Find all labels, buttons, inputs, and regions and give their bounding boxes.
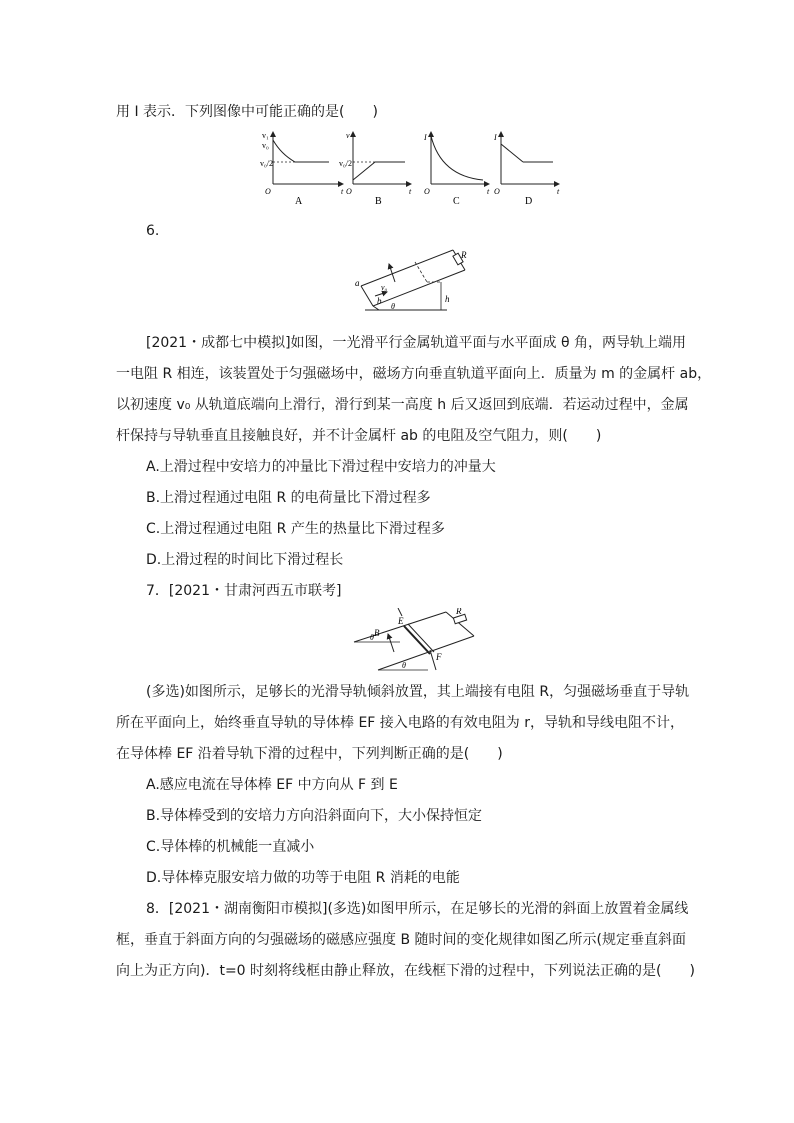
graph-d-origin: O xyxy=(494,187,500,196)
graph-d-xlabel: t xyxy=(557,187,560,196)
fig6-h-label: h xyxy=(445,294,450,304)
fig7-b-label: B xyxy=(374,628,380,638)
fig6-a-label: a xyxy=(355,278,360,288)
graph-c-ylabel: I xyxy=(424,133,427,142)
question-6-option-b: B.上滑过程通过电阻 R 的电荷量比下滑过程多 xyxy=(146,490,431,506)
graph-c-label: C xyxy=(453,196,460,207)
fig7-theta2-label: θ xyxy=(402,661,406,670)
question-6-stem-3: 以初速度 v₀ 从轨道底端向上滑行，滑行到某一高度 h 后又返回到底端．若运动过程中，金属 xyxy=(116,397,689,413)
fig7-f-label: F xyxy=(436,652,442,662)
graph-c-xlabel: t xyxy=(487,187,490,196)
question-6-stem-2: 一电阻 R 相连，该装置处于匀强磁场中，磁场方向垂直轨道平面向上．质量为 m 的金属杆 ab， xyxy=(116,366,712,382)
graph-b-ylabel: v xyxy=(346,131,350,140)
question-5-tail: 用 I 表示．下列图像中可能正确的是( ) xyxy=(116,104,378,120)
graph-a xyxy=(260,131,344,207)
question-6-option-c: C.上滑过程通过电阻 R 产生的热量比下滑过程多 xyxy=(146,521,445,537)
question-7-option-a: A.感应电流在导体棒 EF 中方向从 F 到 E xyxy=(146,777,398,793)
graph-b-y1: v₀/2 xyxy=(339,159,353,168)
question-7-stem-2: 所在平面向上，始终垂直导轨的导体棒 EF 接入电路的有效电阻为 r，导轨和导线电阻不计， xyxy=(116,715,685,731)
graph-a-y1: v₁ xyxy=(262,131,269,140)
graph-a-y2: v₀ xyxy=(262,141,269,150)
graph-d xyxy=(493,132,560,207)
graph-a-label: A xyxy=(295,196,303,207)
question-6-stem-1: [2021・成都七中模拟]如图，一光滑平行金属轨道平面与水平面成 θ 角，两导轨上端用 xyxy=(146,335,687,351)
graph-b-xlabel: t xyxy=(409,187,412,196)
question-7-option-c: C.导体棒的机械能一直减小 xyxy=(146,839,315,855)
graph-a-y3: v₀/2 xyxy=(260,159,274,168)
figure-6-incline-rails xyxy=(355,248,475,314)
question-7-stem-1: (多选)如图所示，足够长的光滑导轨倾斜放置，其上端接有电阻 R，匀强磁场垂直于导轨 xyxy=(146,684,690,700)
fig6-v0-label: v₀ xyxy=(381,283,388,292)
question-7-option-b: B.导体棒受到的安培力方向沿斜面向下，大小保持恒定 xyxy=(146,808,483,824)
question-8-stem-1: 8．[2021・湖南衡阳市模拟](多选)如图甲所示，在足够长的光滑的斜面上放置着金属线 xyxy=(146,901,689,917)
graph-d-label: D xyxy=(525,196,533,207)
question-6-stem-4: 杆保持与导轨垂直且接触良好，并不计金属杆 ab 的电阻及空气阻力，则( ) xyxy=(116,428,602,444)
graph-b xyxy=(339,131,412,207)
fig6-theta-label: θ xyxy=(391,302,395,311)
question-6-option-a: A.上滑过程中安培力的冲量比下滑过程中安培力的冲量大 xyxy=(146,459,496,475)
fig6-r-label: R xyxy=(461,250,467,260)
question-8-stem-3: 向上为正方向)．t=0 时刻将线框由静止释放，在线框下滑的过程中，下列说法正确的是( ) xyxy=(116,963,695,979)
answer-graphs-figure xyxy=(255,128,575,208)
fig7-r-label: R xyxy=(456,608,462,616)
fig7-e-label: E xyxy=(398,616,404,626)
question-7-header: 7．[2021・甘肃河西五市联考] xyxy=(146,583,342,599)
fig7-theta1-label: θ xyxy=(370,633,374,642)
figure-7-incline-rails xyxy=(350,608,480,674)
graph-a-origin: O xyxy=(265,187,271,196)
graph-c xyxy=(423,132,490,207)
question-6-number: 6. xyxy=(146,223,160,239)
graph-b-label: B xyxy=(375,196,382,207)
graph-c-origin: O xyxy=(424,187,430,196)
question-7-option-d: D.导体棒克服安培力做的功等于电阻 R 消耗的电能 xyxy=(146,870,460,886)
question-6-option-d: D.上滑过程的时间比下滑过程长 xyxy=(146,552,344,568)
graph-d-ylabel: I xyxy=(494,133,497,142)
graph-a-xlabel: t xyxy=(341,187,344,196)
graph-b-origin: O xyxy=(346,187,352,196)
question-8-stem-2: 框，垂直于斜面方向的匀强磁场的磁感应强度 B 随时间的变化规律如图乙所示(规定垂直斜面 xyxy=(116,932,686,948)
fig6-b-label: b xyxy=(377,296,382,306)
question-7-stem-3: 在导体棒 EF 沿着导轨下滑的过程中，下列判断正确的是( ) xyxy=(116,746,503,762)
